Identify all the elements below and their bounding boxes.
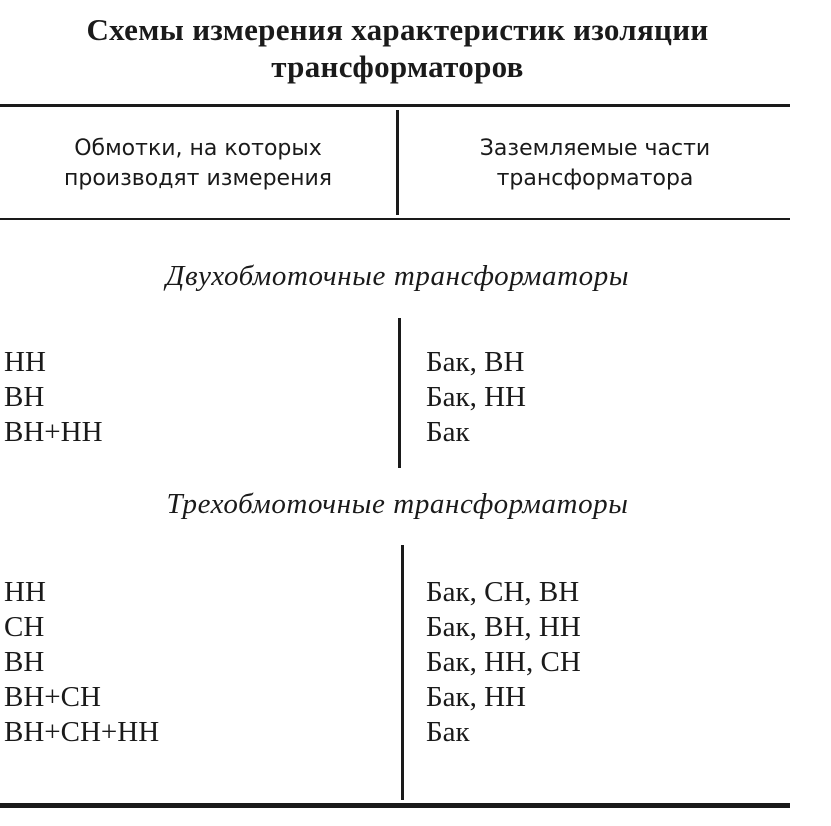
section-2-column-divider [401, 545, 404, 800]
table-title-line-2: трансформаторов [271, 49, 524, 84]
header-windings-line-1: Обмотки, на которых [74, 136, 322, 161]
table-row-windings: ВН+НН [4, 416, 103, 448]
table-row-grounded: Бак, ВН [426, 346, 525, 378]
table-row-grounded: Бак, СН, ВН [426, 576, 580, 608]
section-1-grounded-list [426, 345, 526, 450]
table-row-grounded: Бак, ВН, НН [426, 611, 581, 643]
bottom-rule [0, 803, 790, 808]
table-row-grounded: Бак, НН [426, 381, 526, 413]
table-row-grounded: Бак, НН [426, 681, 526, 713]
header-grounded-line-2: трансформатора [496, 166, 694, 191]
section-title-two-winding: Двухобмоточные трансформаторы [165, 260, 630, 292]
table-row-windings: НН [4, 576, 46, 608]
section-1-windings-list [4, 345, 103, 450]
header-column-divider [396, 110, 399, 215]
header-rule [0, 218, 790, 220]
table-row-grounded: Бак [426, 716, 470, 748]
section-2-windings-list [4, 575, 159, 750]
table-row-windings: НН [4, 346, 46, 378]
table-title-line-1: Схемы измерения характеристик изоляции [86, 12, 709, 47]
header-grounded-line-1: Заземляемые части [479, 136, 711, 161]
section-title-three-winding: Трехобмоточные трансформаторы [166, 488, 629, 520]
table-row-windings: ВН [4, 646, 45, 678]
top-rule [0, 104, 790, 107]
table-row-windings: ВН+СН+НН [4, 716, 160, 748]
table-row-windings: ВН+СН [4, 681, 101, 713]
table-row-windings: СН [4, 611, 45, 643]
table-row-windings: ВН [4, 381, 45, 413]
header-windings-line-2: производят измерения [63, 166, 333, 191]
header-grounded-parts [400, 134, 790, 194]
section-2-grounded-list [426, 575, 581, 750]
table-row-grounded: Бак, НН, СН [426, 646, 581, 678]
section-1-column-divider [398, 318, 401, 468]
table-row-grounded: Бак [426, 416, 470, 448]
header-windings [0, 134, 396, 194]
